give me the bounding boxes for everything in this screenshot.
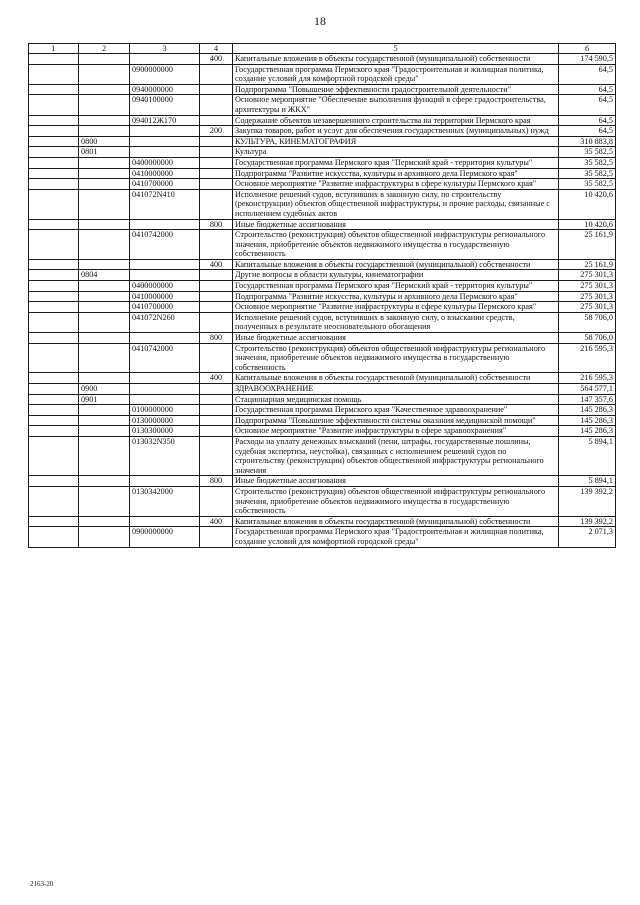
cell-c6: 139 392,2 — [559, 486, 616, 516]
cell-c5: Основное мероприятие "Обеспечение выполнения функций в сфере градостроительства, архитектуры и ЖКХ" — [233, 95, 559, 115]
cell-c1 — [29, 54, 79, 65]
table-row — [29, 415, 616, 426]
cell-c4: 400 — [200, 54, 233, 65]
table-header-row — [29, 44, 616, 54]
header-col-1: 1 — [29, 44, 79, 54]
cell-c2: 0900 — [79, 384, 130, 395]
cell-c1 — [29, 343, 79, 373]
cell-c1 — [29, 64, 79, 84]
cell-c5: Строительство (реконструкция) объектов общественной инфраструктуры регионального значения, приобретение объектов недвижимого имущества в государственную собственность — [233, 343, 559, 373]
cell-c4 — [200, 95, 233, 115]
table-row — [29, 394, 616, 405]
cell-c4 — [200, 84, 233, 95]
cell-c3: 041072N410 — [130, 189, 200, 219]
cell-c5: Исполнение решений судов, вступивших в законную силу, по строительству (реконструкции) объектов общественной инфраструктуры, и прочие расходы, связанные с исполнением судебных актов — [233, 189, 559, 219]
table-row — [29, 136, 616, 147]
cell-c2 — [79, 95, 130, 115]
cell-c2: 0804 — [79, 270, 130, 281]
cell-c2 — [79, 405, 130, 416]
page-number: 18 — [314, 14, 326, 28]
cell-c2 — [79, 230, 130, 260]
cell-c6: 174 590,5 — [559, 54, 616, 65]
table-row — [29, 373, 616, 384]
cell-c2 — [79, 527, 130, 547]
cell-c1 — [29, 405, 79, 416]
cell-c5: Расходы на уплату денежных взысканий (пени, штрафы, государственные пошлины, судебная экспертиза, неустойка), связанных с исполнением решений судов по строительству (реконструкции) объектов общественной инфраструктуры регионального значения — [233, 436, 559, 475]
cell-c6: 25 161,9 — [559, 230, 616, 260]
table-row — [29, 384, 616, 395]
header-col-6: 6 — [559, 44, 616, 54]
table-row — [29, 54, 616, 65]
cell-c1 — [29, 426, 79, 437]
table-row — [29, 476, 616, 487]
cell-c4: 400 — [200, 259, 233, 270]
cell-c1 — [29, 436, 79, 475]
cell-c2 — [79, 179, 130, 190]
cell-c6: 145 286,3 — [559, 405, 616, 416]
cell-c2 — [79, 64, 130, 84]
table-body — [29, 54, 616, 548]
cell-c6: 216 595,3 — [559, 373, 616, 384]
cell-c1 — [29, 333, 79, 344]
table-row — [29, 179, 616, 190]
cell-c4: 400 — [200, 373, 233, 384]
cell-c1 — [29, 476, 79, 487]
cell-c2 — [79, 54, 130, 65]
cell-c6: 64,5 — [559, 126, 616, 137]
cell-c3 — [130, 333, 200, 344]
cell-c1 — [29, 527, 79, 547]
cell-c5: КУЛЬТУРА, КИНЕМАТОГРАФИЯ — [233, 136, 559, 147]
cell-c3: 0400000000 — [130, 281, 200, 292]
cell-c4 — [200, 115, 233, 126]
table-row — [29, 333, 616, 344]
cell-c4 — [200, 230, 233, 260]
cell-c5: Капитальные вложения в объекты государственной (муниципальной) собственности — [233, 373, 559, 384]
cell-c4 — [200, 415, 233, 426]
cell-c1 — [29, 270, 79, 281]
cell-c5: Капитальные вложения в объекты государственной (муниципальной) собственности — [233, 259, 559, 270]
cell-c2 — [79, 436, 130, 475]
cell-c1 — [29, 415, 79, 426]
cell-c4 — [200, 436, 233, 475]
cell-c6: 10 420,6 — [559, 219, 616, 230]
cell-c2 — [79, 291, 130, 302]
cell-c5: Строительство (реконструкция) объектов общественной инфраструктуры регионального значения, приобретение объектов недвижимого имущества в государственную собственность — [233, 230, 559, 260]
cell-c6: 275 301,3 — [559, 281, 616, 292]
cell-c4 — [200, 384, 233, 395]
cell-c6: 2 071,3 — [559, 527, 616, 547]
cell-c5: Капитальные вложения в объекты государственной (муниципальной) собственности — [233, 54, 559, 65]
table-row — [29, 95, 616, 115]
cell-c3: 0900000000 — [130, 527, 200, 547]
table-row — [29, 168, 616, 179]
header-col-2: 2 — [79, 44, 130, 54]
cell-c1 — [29, 259, 79, 270]
cell-c1 — [29, 373, 79, 384]
cell-c4 — [200, 281, 233, 292]
cell-c2 — [79, 486, 130, 516]
cell-c4 — [200, 168, 233, 179]
cell-c3: 0900000000 — [130, 64, 200, 84]
cell-c4: 800 — [200, 333, 233, 344]
cell-c5: Исполнение решений судов, вступивших в законную силу, о взыскании средств, полученных в результате неосновательного обогащения — [233, 312, 559, 332]
cell-c5: Подпрограмма "Повышение эффективности градостроительной деятельности" — [233, 84, 559, 95]
cell-c5: Иные бюджетные ассигнования — [233, 219, 559, 230]
cell-c6: 139 392,2 — [559, 516, 616, 527]
table-row — [29, 291, 616, 302]
cell-c2 — [79, 516, 130, 527]
cell-c4 — [200, 486, 233, 516]
cell-c6: 5 894,1 — [559, 436, 616, 475]
cell-c3 — [130, 516, 200, 527]
header-col-4: 4 — [200, 44, 233, 54]
cell-c4 — [200, 64, 233, 84]
cell-c1 — [29, 230, 79, 260]
cell-c5: Другие вопросы в области культуры, кинематографии — [233, 270, 559, 281]
cell-c3: 0410700000 — [130, 302, 200, 313]
cell-c6: 145 286,3 — [559, 426, 616, 437]
cell-c5: Государственная программа Пермского края "Градостроительная и жилищная политика, создание условий для комфортной городской среды" — [233, 64, 559, 84]
cell-c2 — [79, 415, 130, 426]
cell-c3 — [130, 270, 200, 281]
header-col-3: 3 — [130, 44, 200, 54]
cell-c1 — [29, 384, 79, 395]
table-row — [29, 64, 616, 84]
table-row — [29, 516, 616, 527]
cell-c3: 0940100000 — [130, 95, 200, 115]
table-row — [29, 219, 616, 230]
table-row — [29, 189, 616, 219]
cell-c3 — [130, 476, 200, 487]
cell-c4: 800 — [200, 219, 233, 230]
table-row — [29, 115, 616, 126]
table-row — [29, 527, 616, 547]
cell-c3 — [130, 136, 200, 147]
cell-c3 — [130, 394, 200, 405]
cell-c6: 35 582,5 — [559, 147, 616, 158]
cell-c2 — [79, 115, 130, 126]
cell-c6: 64,5 — [559, 84, 616, 95]
cell-c2 — [79, 343, 130, 373]
cell-c5: Закупка товаров, работ и услуг для обеспечения государственных (муниципальных) нужд — [233, 126, 559, 137]
cell-c5: Строительство (реконструкция) объектов общественной инфраструктуры регионального значения, приобретение объектов недвижимого имущества в государственную собственность — [233, 486, 559, 516]
cell-c4 — [200, 343, 233, 373]
cell-c6: 25 161,9 — [559, 259, 616, 270]
cell-c4 — [200, 527, 233, 547]
cell-c6: 5 894,1 — [559, 476, 616, 487]
cell-c1 — [29, 95, 79, 115]
cell-c5: Подпрограмма "Развитие искусства, культуры и архивного дела Пермского края" — [233, 291, 559, 302]
cell-c1 — [29, 394, 79, 405]
cell-c1 — [29, 219, 79, 230]
cell-c3 — [130, 147, 200, 158]
cell-c4 — [200, 302, 233, 313]
cell-c6: 275 301,3 — [559, 291, 616, 302]
cell-c4 — [200, 179, 233, 190]
cell-c1 — [29, 486, 79, 516]
table-row — [29, 426, 616, 437]
table-row — [29, 486, 616, 516]
cell-c3: 0130000000 — [130, 415, 200, 426]
cell-c5: Стационарная медицинская помощь — [233, 394, 559, 405]
cell-c6: 564 577,1 — [559, 384, 616, 395]
cell-c4 — [200, 405, 233, 416]
cell-c1 — [29, 136, 79, 147]
cell-c5: Государственная программа Пермского края "Пермский край - территория культуры" — [233, 281, 559, 292]
cell-c5: Культура — [233, 147, 559, 158]
cell-c1 — [29, 302, 79, 313]
table-row — [29, 147, 616, 158]
cell-c4 — [200, 312, 233, 332]
cell-c5: Подпрограмма "Повышение эффективности системы оказания медицинской помощи" — [233, 415, 559, 426]
cell-c5: ЗДРАВООХРАНЕНИЕ — [233, 384, 559, 395]
cell-c2 — [79, 84, 130, 95]
cell-c2 — [79, 219, 130, 230]
cell-c5: Основное мероприятие "Развитие инфраструктуры в сфере культуры Пермского края" — [233, 179, 559, 190]
cell-c1 — [29, 516, 79, 527]
header-col-5: 5 — [233, 44, 559, 54]
cell-c5: Иные бюджетные ассигнования — [233, 333, 559, 344]
cell-c3: 0100000000 — [130, 405, 200, 416]
cell-c6: 64,5 — [559, 64, 616, 84]
cell-c3 — [130, 373, 200, 384]
cell-c1 — [29, 126, 79, 137]
cell-c6: 145 286,3 — [559, 415, 616, 426]
cell-c4 — [200, 291, 233, 302]
cell-c2 — [79, 426, 130, 437]
cell-c6: 64,5 — [559, 115, 616, 126]
cell-c1 — [29, 291, 79, 302]
cell-c4: 200 — [200, 126, 233, 137]
table-row — [29, 270, 616, 281]
cell-c6: 64,5 — [559, 95, 616, 115]
cell-c4 — [200, 136, 233, 147]
cell-c3 — [130, 54, 200, 65]
cell-c4 — [200, 157, 233, 168]
table-row — [29, 302, 616, 313]
cell-c2 — [79, 168, 130, 179]
cell-c2 — [79, 281, 130, 292]
cell-c2 — [79, 189, 130, 219]
cell-c4: 400 — [200, 516, 233, 527]
cell-c3: 013032N350 — [130, 436, 200, 475]
cell-c3: 0410742000 — [130, 230, 200, 260]
cell-c6: 35 582,5 — [559, 179, 616, 190]
cell-c3: 041072N260 — [130, 312, 200, 332]
cell-c1 — [29, 168, 79, 179]
budget-table-container — [28, 43, 615, 548]
cell-c3: 0400000000 — [130, 157, 200, 168]
cell-c3 — [130, 126, 200, 137]
cell-c6: 58 706,0 — [559, 312, 616, 332]
cell-c1 — [29, 157, 79, 168]
cell-c5: Основное мероприятие "Развитие инфраструктуры в сфере культуры Пермского края" — [233, 302, 559, 313]
cell-c1 — [29, 84, 79, 95]
cell-c3: 0410742000 — [130, 343, 200, 373]
cell-c2 — [79, 157, 130, 168]
cell-c5: Основное мероприятие "Развитие инфраструктуры в сфере здравоохранения" — [233, 426, 559, 437]
cell-c2 — [79, 302, 130, 313]
cell-c2: 0901 — [79, 394, 130, 405]
cell-c3: 0410700000 — [130, 179, 200, 190]
footer-code: 2163-20 — [30, 880, 54, 888]
cell-c2 — [79, 126, 130, 137]
table-row — [29, 281, 616, 292]
cell-c2 — [79, 312, 130, 332]
cell-c6: 310 883,8 — [559, 136, 616, 147]
cell-c4 — [200, 147, 233, 158]
cell-c1 — [29, 312, 79, 332]
cell-c2 — [79, 373, 130, 384]
cell-c3: 0130300000 — [130, 426, 200, 437]
table-row — [29, 436, 616, 475]
cell-c4: 800 — [200, 476, 233, 487]
cell-c5: Иные бюджетные ассигнования — [233, 476, 559, 487]
cell-c6: 35 582,5 — [559, 168, 616, 179]
table-row — [29, 312, 616, 332]
cell-c1 — [29, 179, 79, 190]
cell-c2 — [79, 333, 130, 344]
cell-c6: 10 420,6 — [559, 189, 616, 219]
cell-c6: 275 301,3 — [559, 302, 616, 313]
cell-c1 — [29, 281, 79, 292]
cell-c6: 275 301,3 — [559, 270, 616, 281]
cell-c2 — [79, 259, 130, 270]
cell-c3 — [130, 259, 200, 270]
table-row — [29, 230, 616, 260]
cell-c6: 216 595,3 — [559, 343, 616, 373]
cell-c3: 094012Ж170 — [130, 115, 200, 126]
table-row — [29, 84, 616, 95]
cell-c2: 0800 — [79, 136, 130, 147]
table-row — [29, 259, 616, 270]
cell-c5: Государственная программа Пермского края "Градостроительная и жилищная политика, создание условий для комфортной городской среды" — [233, 527, 559, 547]
cell-c5: Государственная программа Пермского края "Пермский край - территория культуры" — [233, 157, 559, 168]
cell-c4 — [200, 394, 233, 405]
cell-c6: 147 357,6 — [559, 394, 616, 405]
cell-c5: Государственная программа Пермского края "Качественное здравоохранение" — [233, 405, 559, 416]
cell-c5: Капитальные вложения в объекты государственной (муниципальной) собственности — [233, 516, 559, 527]
cell-c3: 0130342000 — [130, 486, 200, 516]
cell-c2: 0801 — [79, 147, 130, 158]
cell-c4 — [200, 270, 233, 281]
cell-c2 — [79, 476, 130, 487]
cell-c4 — [200, 426, 233, 437]
cell-c6: 35 582,5 — [559, 157, 616, 168]
cell-c1 — [29, 189, 79, 219]
cell-c5: Содержание объектов незавершенного строительства на территории Пермского края — [233, 115, 559, 126]
cell-c4 — [200, 189, 233, 219]
cell-c3: 0940000000 — [130, 84, 200, 95]
cell-c3: 0410000000 — [130, 168, 200, 179]
cell-c5: Подпрограмма "Развитие искусства, культуры и архивного дела Пермского края" — [233, 168, 559, 179]
table-row — [29, 126, 616, 137]
table-row — [29, 405, 616, 416]
table-row — [29, 157, 616, 168]
budget-table — [28, 43, 616, 548]
cell-c3 — [130, 384, 200, 395]
cell-c1 — [29, 115, 79, 126]
cell-c1 — [29, 147, 79, 158]
cell-c3 — [130, 219, 200, 230]
cell-c3: 0410000000 — [130, 291, 200, 302]
table-row — [29, 343, 616, 373]
cell-c6: 58 706,0 — [559, 333, 616, 344]
